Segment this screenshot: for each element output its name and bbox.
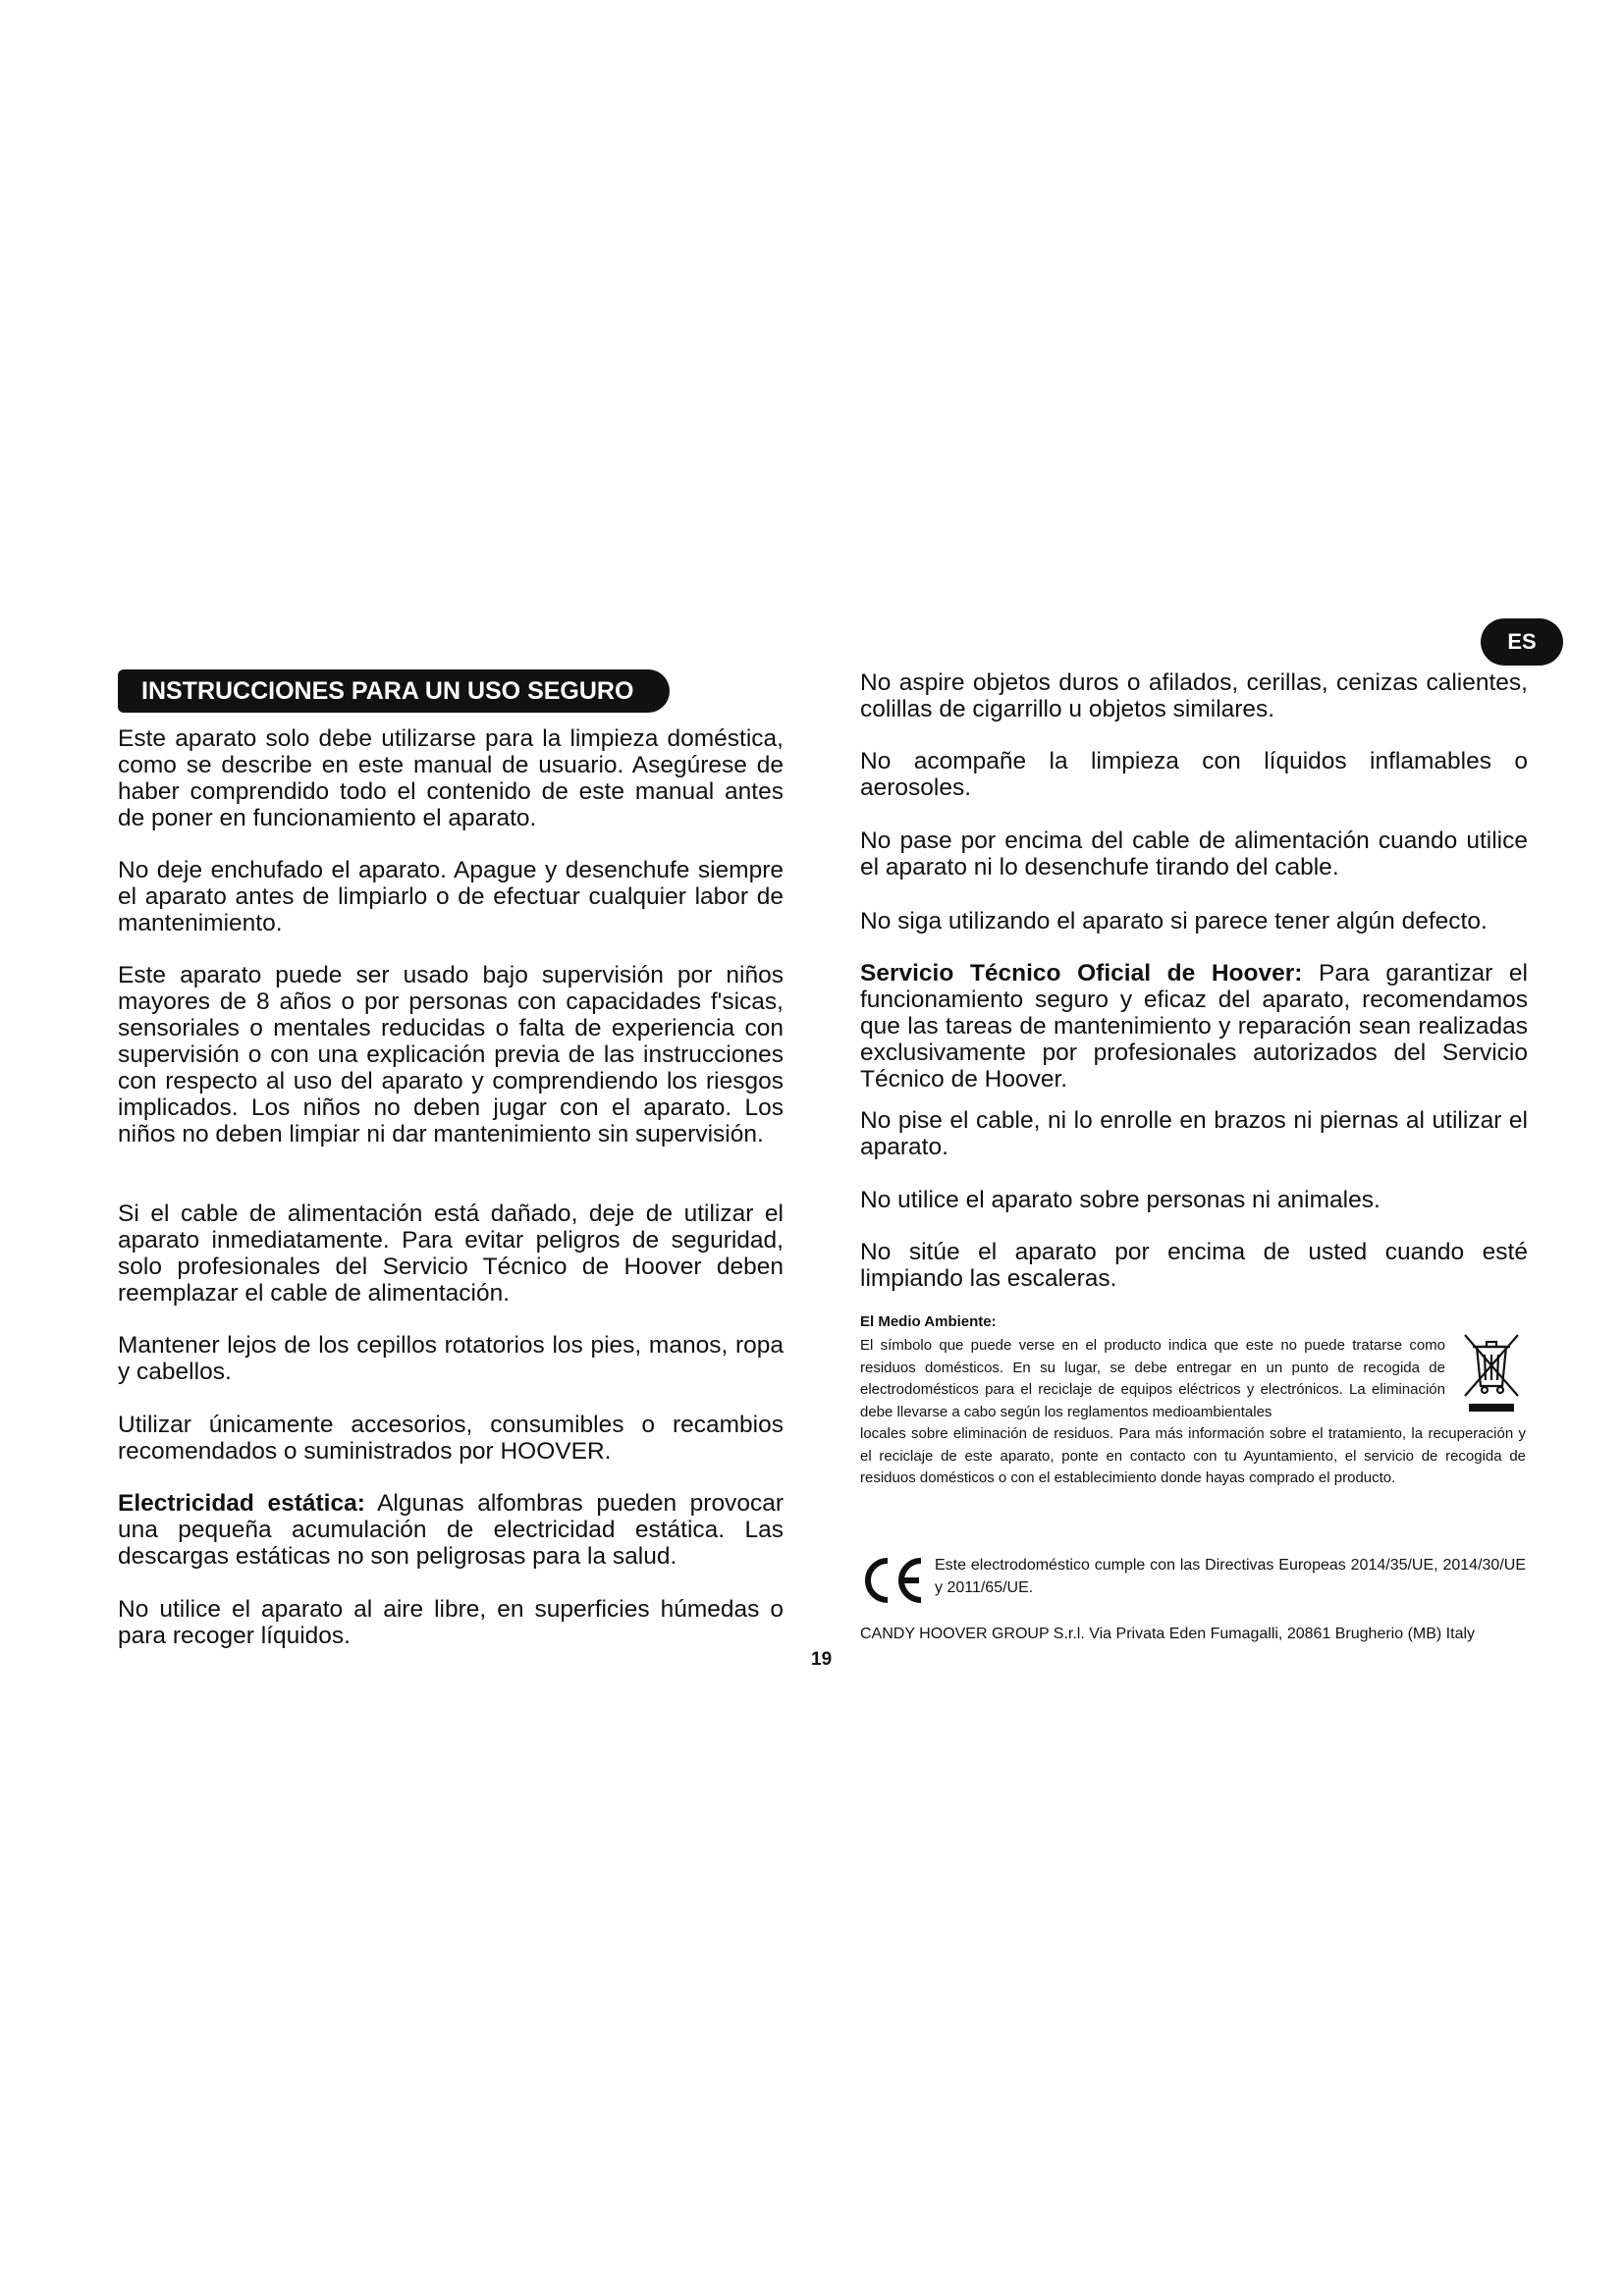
manufacturer-address: CANDY HOOVER GROUP S.r.l. Via Privata Eden Fumagalli, 20861 Brugherio (MB) Italy [860, 1626, 1476, 1642]
static-label: Electricidad estática: [118, 1490, 365, 1517]
paragraph-static-electricity [118, 1490, 784, 1570]
paragraph-unplug: No deje enchufado el aparato. Apague y desenchufe siempre el aparato antes de limpiarlo o de efectuar cualquier labor de mantenimiento. [118, 857, 784, 936]
environment-text-b: locales sobre eliminación de residuos. Para más información sobre el tratamiento, la recuperación y el reciclaje de este aparato, ponte en contacto con tu Ayuntamiento, el servicio de recogida de residuos domésticos o con el establecimiento donde hayas comprado el producto. [860, 1425, 1526, 1486]
static-text: Algunas alfombras pueden provocar una pequeña acumulación de electricidad estática. Las descargas estáticas no son peligrosas para la salud. [118, 1490, 784, 1570]
section-heading: INSTRUCCIONES PARA UN USO SEGURO [118, 669, 670, 713]
paragraph-rotating-brushes: Mantener lejos de los cepillos rotatorios los pies, manos, ropa y cabellos. [118, 1332, 784, 1385]
paragraph-accessories: Utilizar únicamente accesorios, consumibles o recambios recomendados o suministrados por HOOVER. [118, 1412, 784, 1465]
ce-compliance-text: Este electrodoméstico cumple con las Directivas Europeas 2014/35/UE, 2014/30/UE y 2011/65/UE. [935, 1557, 1526, 1596]
paragraph-domestic-use: Este aparato solo debe utilizarse para la limpieza doméstica, como se describe en este manual de usuario. Asegúrese de haber comprendido todo el contenido de este manual antes de poner en funcionamiento el aparato. [118, 725, 784, 831]
paragraph-hard-objects: No aspire objetos duros o afilados, cerillas, cenizas calientes, colillas de cigarrillo u objetos similares. [860, 669, 1528, 722]
paragraph-defect: No siga utilizando el aparato si parece tener algún defecto. [860, 908, 1488, 934]
paragraph-outdoor: No utilice el aparato al aire libre, en superficies húmedas o para recoger líquidos. [118, 1596, 784, 1649]
paragraph-flammable: No acompañe la limpieza con líquidos inflamables o aerosoles. [860, 748, 1528, 801]
environment-title: El Medio Ambiente: [860, 1313, 997, 1330]
weee-bin-icon [1461, 1329, 1522, 1414]
page-number: 19 [811, 1649, 833, 1670]
service-label: Servicio Técnico Oficial de Hoover: [860, 960, 1303, 987]
language-badge: ES [1481, 618, 1563, 666]
paragraph-stairs: No sitúe el aparato por encima de usted cuando esté limpiando las escaleras. [860, 1239, 1528, 1292]
paragraph-children: Este aparato puede ser usado bajo supervisión por niños mayores de 8 años o por personas con capacidades f'sicas, sensoriales o mentales reducidas o falta de experiencia con supervisión o con una explicación previa de las instrucciones con respecto al uso del aparato y comprendiendo los riesgos implicados. Los niños no deben jugar con el aparato. Los niños no deben limpiar ni dar mantenimiento sin supervisión. [118, 962, 784, 1148]
environment-text-a: El símbolo que puede verse en el producto indica que este no puede tratarse como residuos domésticos. En su lugar, se debe entregar en un punto de recogida de electrodomésticos para el reciclaje de equipos eléctricos y electrónicos. La eliminación debe llevarse a cabo según los reglamentos medioambientales [860, 1337, 1445, 1420]
paragraph-power-cable: Si el cable de alimentación está dañado, deje de utilizar el aparato inmediatamente. Para evitar peligros de seguridad, solo profesionales del Servicio Técnico de Hoover deben reemplazar el cable de alimentación. [118, 1201, 784, 1307]
paragraph-people-animals: No utilice el aparato sobre personas ni animales. [860, 1187, 1380, 1213]
paragraph-service [860, 960, 1528, 1093]
ce-mark-icon [860, 1555, 929, 1606]
paragraph-cable-overrun: No pase por encima del cable de alimentación cuando utilice el aparato ni lo desenchufe tirando del cable. [860, 828, 1528, 881]
service-text: Para garantizar el funcionamiento seguro y eficaz del aparato, recomendamos que las tareas de mantenimiento y reparación sean realizadas exclusivamente por profesionales autorizados del Servicio Técnico de Hoover. [860, 960, 1528, 1093]
paragraph-cable-wrap: No pise el cable, ni lo enrolle en brazos ni piernas al utilizar el aparato. [860, 1107, 1528, 1160]
